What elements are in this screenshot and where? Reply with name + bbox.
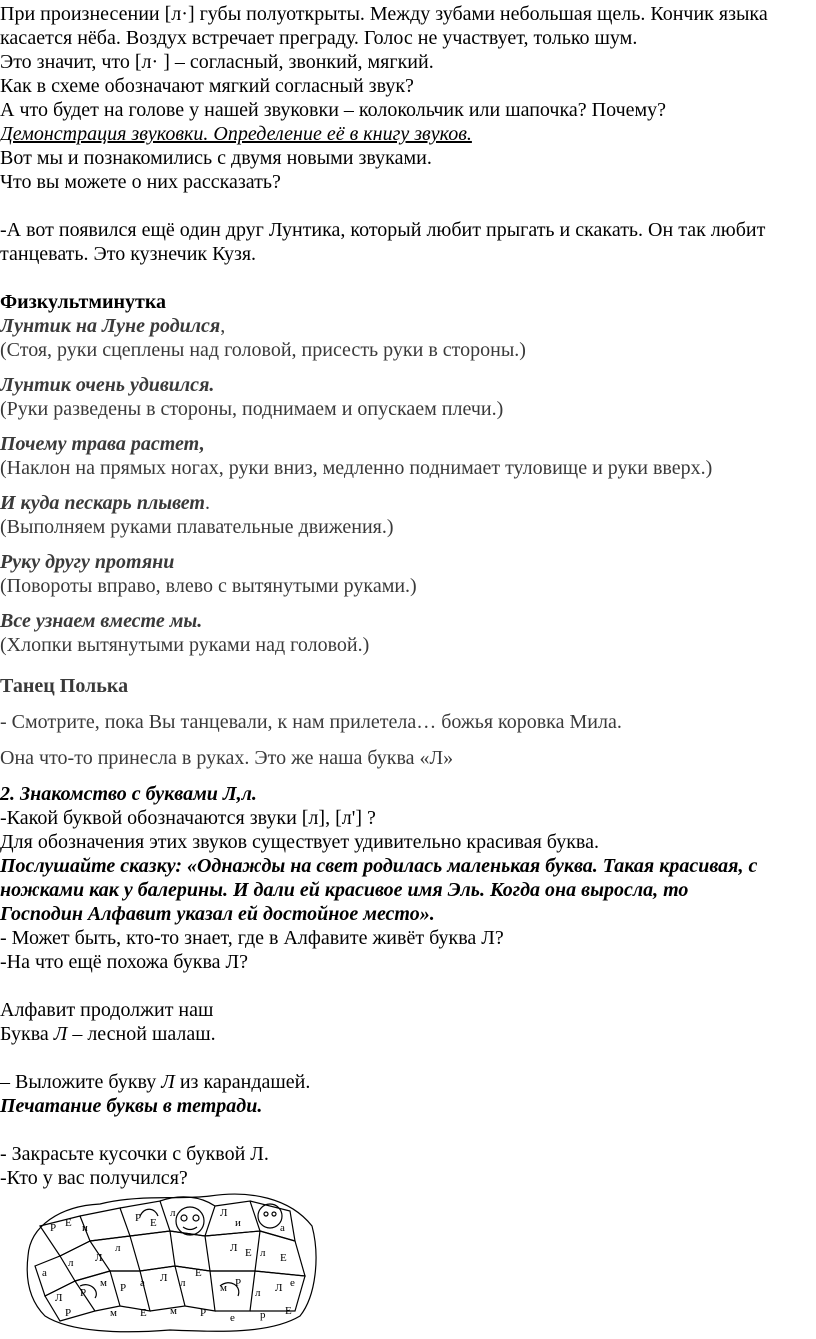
text-line: Что вы можете о них рассказать? — [0, 171, 281, 193]
text-line: -Кто у вас получился? — [0, 1167, 188, 1189]
text-line: А что будет на голове у нашей звуковки – колокольчик или шапочка? Почему? — [0, 99, 667, 121]
coloring-letter: и — [235, 1217, 241, 1229]
poem-letter: Л — [53, 1023, 68, 1045]
section-heading-fizkultminutka: Физкультминутка — [0, 291, 167, 313]
fairy-tale-line: Господин Алфавит указал ей достойное место». — [0, 903, 435, 925]
coloring-letter: е — [290, 1277, 295, 1289]
verse-line: Все узнаем вместе мы. — [0, 610, 203, 632]
verse-text: Лунтик на Луне родился — [0, 315, 221, 337]
poem-text: – лесной шалаш. — [67, 1023, 216, 1045]
text-line: -Какой буквой обозначаются звуки [л], [л'] ? — [0, 807, 376, 829]
verse-line: Руку другу протяни — [0, 551, 175, 573]
instruction-line: (Руки разведены в стороны, поднимаем и опускаем плечи.) — [0, 398, 504, 420]
coloring-letter: Е — [280, 1252, 287, 1264]
coloring-letter: Е — [195, 1267, 202, 1279]
task-line — [0, 1070, 310, 1094]
text-line: Для обозначения этих звуков существует удивительно красивая буква. — [0, 831, 599, 853]
instruction-line: (Хлопки вытянутыми руками над головой.) — [0, 634, 370, 656]
instruction-line: (Стоя, руки сцеплены над головой, присесть руки в стороны.) — [0, 339, 526, 361]
text-line: танцевать. Это кузнечик Кузя. — [0, 243, 257, 265]
poem-line — [0, 1022, 216, 1046]
coloring-letter: Р — [80, 1287, 87, 1299]
coloring-letter: Р — [120, 1282, 127, 1294]
coloring-letter: л — [180, 1277, 186, 1289]
coloring-letter: Р — [135, 1212, 142, 1224]
coloring-letter: м — [100, 1277, 107, 1289]
verse-punct: . — [204, 492, 210, 514]
coloring-letter: Л — [275, 1282, 283, 1294]
text-line: - Закрасьте кусочки с буквой Л. — [0, 1143, 269, 1165]
fairy-tale-line: ножками как у балерины. И дали ей красивое имя Эль. Когда она выросла, то — [0, 879, 689, 901]
coloring-letter: л — [260, 1247, 266, 1259]
coloring-letter: Л — [230, 1242, 238, 1254]
coloring-letter: Е — [65, 1217, 72, 1229]
coloring-letter: Л — [220, 1207, 228, 1219]
coloring-letter: а — [280, 1222, 285, 1234]
coloring-letter: Р — [235, 1277, 242, 1289]
verse-text: И куда пескарь плывет — [0, 492, 205, 514]
poem-text: Буква — [0, 1023, 54, 1045]
coloring-letter: Е — [245, 1247, 252, 1259]
coloring-letter: и — [82, 1222, 88, 1234]
instruction-line: (Наклон на прямых ногах, руки вниз, медленно поднимает туловище и руки вверх.) — [0, 457, 713, 479]
coloring-letter: Л — [160, 1272, 168, 1284]
coloring-letter: Е — [285, 1305, 292, 1317]
text-line: При произнесении [л·] губы полуоткрыты. Между зубами небольшая щель. Кончик языка — [0, 3, 768, 25]
section-heading-polka: Танец Полька — [0, 675, 129, 697]
instruction-line: (Выполняем руками плавательные движения.) — [0, 516, 394, 538]
coloring-letter: а — [42, 1267, 47, 1279]
text-line: -На что ещё похожа буква Л? — [0, 951, 248, 973]
text-line: Она что-то принесла в руках. Это же наша буква «Л» — [0, 747, 454, 769]
section-heading-letters: 2. Знакомство с буквами Л,л. — [0, 783, 257, 805]
coloring-letter: Е — [150, 1217, 157, 1229]
letter-coloring-picture-icon — [20, 1186, 320, 1336]
coloring-letter: а — [140, 1277, 145, 1289]
coloring-letter: р — [260, 1309, 266, 1321]
poem-line: Алфавит продолжит наш — [0, 999, 214, 1021]
coloring-letter: л — [115, 1242, 121, 1254]
verse-punct: , — [220, 315, 226, 337]
verse-line: Почему трава растет, — [0, 433, 205, 455]
task-text: из карандашей. — [174, 1071, 311, 1093]
coloring-letter: е — [230, 1312, 235, 1324]
verse-line — [0, 314, 225, 338]
coloring-letter: л — [170, 1207, 176, 1219]
coloring-letter: Е — [140, 1307, 147, 1319]
task-letter: Л — [161, 1071, 175, 1093]
coloring-letter: м — [110, 1307, 117, 1319]
coloring-letter: л — [68, 1257, 74, 1269]
text-line: -А вот появился ещё один друг Лунтика, который любит прыгать и скакать. Он так любит — [0, 219, 766, 241]
task-text: – Выложите букву — [0, 1071, 162, 1093]
verse-line — [0, 491, 210, 515]
fairy-tale-line: Послушайте сказку: «Однажды на свет родилась маленькая буква. Такая красивая, с — [0, 855, 758, 877]
coloring-letter: Л — [55, 1292, 63, 1304]
text-line: - Смотрите, пока Вы танцевали, к нам прилетела… божья коровка Мила. — [0, 711, 622, 733]
coloring-letter: м — [170, 1305, 177, 1317]
text-line: Это значит, что [л· ] – согласный, звонкий, мягкий. — [0, 51, 434, 73]
task-heading: Печатание буквы в тетради. — [0, 1095, 263, 1117]
text-line: Как в схеме обозначают мягкий согласный звук? — [0, 75, 414, 97]
coloring-letter: Л — [95, 1252, 103, 1264]
coloring-letter: л — [255, 1287, 261, 1299]
coloring-letter: Р — [65, 1307, 72, 1319]
text-line: - Может быть, кто-то знает, где в Алфавите живёт буква Л? — [0, 927, 504, 949]
coloring-letter: Р — [50, 1222, 57, 1234]
verse-line: Лунтик очень удивился. — [0, 374, 215, 396]
coloring-letter: м — [220, 1282, 227, 1294]
text-line: касается нёба. Воздух встречает преграду. Голос не участвует, только шум. — [0, 27, 638, 49]
demonstration-line: Демонстрация звуковки. Определение её в книгу звуков. — [0, 123, 472, 145]
instruction-line: (Повороты вправо, влево с вытянутыми руками.) — [0, 575, 417, 597]
text-line: Вот мы и познакомились с двумя новыми звуками. — [0, 147, 432, 169]
coloring-letter: Р — [200, 1307, 207, 1319]
